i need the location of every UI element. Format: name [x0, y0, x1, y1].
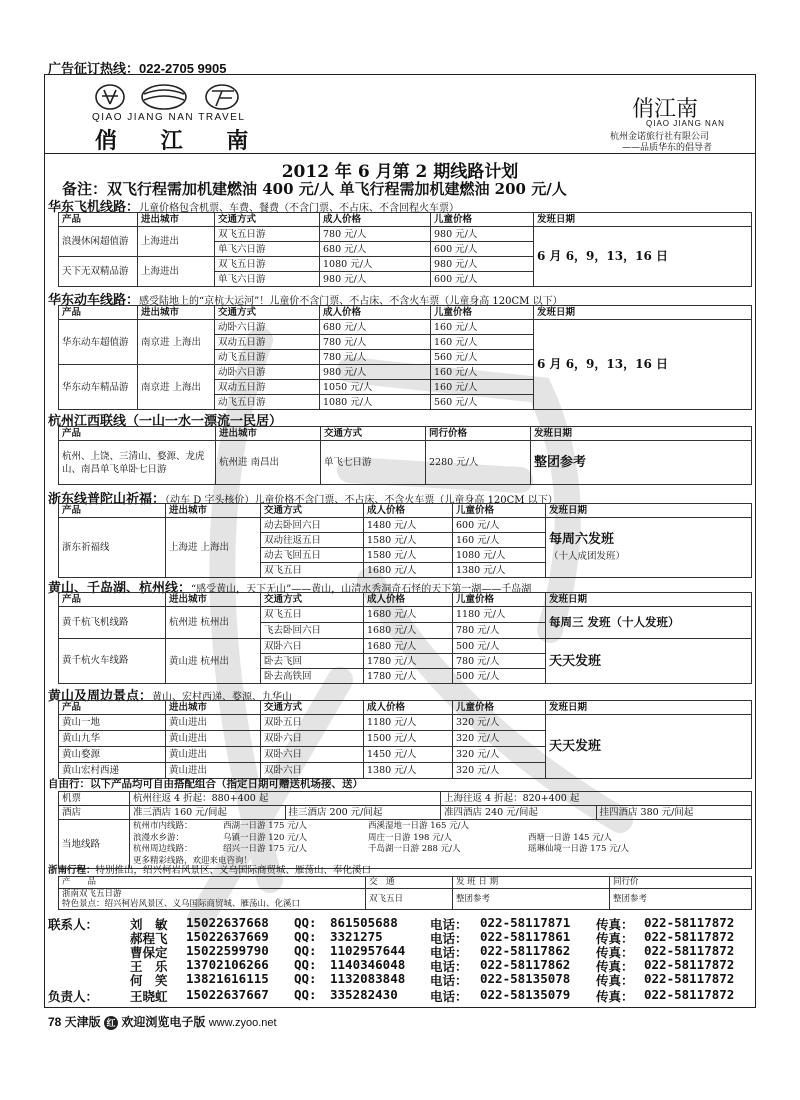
logo-chinese: 俏 江 南 — [95, 128, 267, 154]
fuel-notes: 备注：双飞行程需加机建燃油 400 元/人 单飞行程需加机建燃油 200 元/人 — [62, 180, 567, 198]
section-title: 黄山、千岛湖、杭州线： — [48, 581, 192, 596]
table-row: 浪漫休闲超值游 上海进出 双飞五日游 780 元/人 980 元/人 6 月 6，9，13，16 日 — [59, 227, 752, 242]
col-city: 进出城市 — [138, 213, 215, 227]
table-row: 双动往返五日 1580 元/人 160 元/人 — [59, 533, 752, 548]
table-row: 机票 杭州往返 4 折起：880+400 起 上海往返 4 折起：820+400 起 — [59, 792, 752, 806]
table-row: 浙东祈福线 上海进 上海出 动去卧回六日 1480 元/人 600 元/人 每周六发班 （十人成团发班） — [59, 518, 752, 533]
table-free-travel — [58, 791, 752, 869]
city: 黄山进 杭州出 — [166, 639, 261, 684]
table-row: 黄山婺源 黄山进出 双卧六日 1450 元/人 320 元/人 — [59, 747, 752, 763]
footer-url[interactable]: www.zyoo.net — [208, 1017, 277, 1029]
product-name: 黄千杭火车线路 — [59, 639, 166, 684]
product-name: 华东动车精品游 — [59, 365, 138, 410]
table-putuo: 产品 进出城市 交通方式 成人价格 儿童价格 发班日期 浙东祈福线 上海进 上海出 动去卧回六日 1480 元/人 600 元/人 每周六发班 （十人成团发班） 双动往返五日 1580 元/人 160 元/人 动去飞回五日 1580 元/人 1080 元/人 双飞五日 1680 元/人 1380 元/人 — [58, 503, 752, 578]
city: 上海进出 — [138, 227, 215, 257]
departure-dates: 天天发班 — [546, 639, 752, 684]
logo-mark — [88, 82, 248, 112]
col-transport: 交通方式 — [215, 213, 320, 227]
table-row: 华东动车精品游 南京进 上海出 动卧六日游 980 元/人 160 元/人 — [59, 365, 752, 380]
footer-text: 欢迎浏览电子版 — [121, 1015, 206, 1029]
table-row: 黄山一地 黄山进出 双卧五日 1180 元/人 320 元/人 天天发班 — [59, 715, 752, 731]
table-east-train: 产品 进出城市 交通方式 成人价格 儿童价格 发班日期 华东动车超值游 南京进 上海出 动卧六日游 680 元/人 160 元/人 6 月 6，9，13，16 日 双动五日游 780 元/人 160 元/人 动飞五日游 780 元/人 560 元/人 华东动车精品游 南京进 上海出 动卧六日游 980 元/人 160 元/人 双动五日游 1050 元/人 160 元/人 动飞五日游 1080 元/人 560 元/人 — [58, 305, 752, 410]
table-row: 当地线路 杭州市内线路： 西湖一日游 175 元/人 西溪湿地一日游 165 元/人 浪漫水乡游： 乌镇一日游 120 元/人 周庄一日游 198 元/人 西塘一日游 145 元/人 杭州周边线路： 绍兴一日游 175 元/人 千岛湖一日游 288 元/人 瑶琳仙境一日游 175 元/人 更多精彩线路，欢迎来电咨询！ — [59, 820, 752, 869]
label-hotel: 酒店 — [59, 806, 130, 820]
brand-english: QIAO JIANG NAN — [646, 119, 725, 128]
table-row: 黄山宏村西递 黄山进出 双卧六日 1380 元/人 320 元/人 — [59, 763, 752, 779]
section-free-travel: 自由行：以下产品均可自由搭配组合（指定日期可赠送机场接、送） — [48, 778, 363, 790]
col-product: 产品 — [59, 213, 138, 227]
brand-name: 俏江南 — [632, 97, 699, 122]
city: 上海进 上海出 — [166, 518, 261, 578]
product-name: 华东动车超值游 — [59, 320, 138, 365]
col-dates: 发班日期 — [534, 213, 752, 227]
departure-dates: 天天发班 — [546, 715, 752, 779]
table-jiangxi: 产品 进出城市 交通方式 同行价格 发班日期 杭州、上饶、三清山、婺源、龙虎山、南昌单飞单卧七日游 杭州进 南昌出 单飞七日游 2280 元/人 整团参考 — [58, 426, 752, 485]
section-title: 浙东线普陀山祈福： — [48, 492, 166, 507]
section-title: 华东飞机线路： — [48, 200, 140, 215]
city: 杭州进 南昌出 — [216, 441, 321, 485]
product-name: 天下无双精品游 — [59, 257, 138, 287]
section-title: 黄山及周边景点： — [48, 689, 153, 704]
section-jiangxi: 杭州江西联线（一山一水一漂流一民居） — [48, 414, 283, 429]
section-desc: 感受陆地上的“京杭大运河”！儿童价不含门票、不占床、不含火车票（儿童身高 120CM 以下） — [139, 296, 563, 307]
departure-dates: 每周三 发班（十人发班） — [546, 607, 752, 639]
table-row: 动飞五日游 780 元/人 560 元/人 — [59, 350, 752, 365]
section-desc: 儿童价格包含机票、车费、餐费（不含门票、不占床、不含回程火车票） — [139, 203, 460, 214]
city: 上海进出 — [138, 257, 215, 287]
company-name: 杭州金诺旅行社有限公司 — [610, 132, 710, 142]
departure-dates: 6 月 6，9，13，16 日 — [534, 227, 752, 287]
label-local: 当地线路 — [59, 820, 130, 869]
table-row: 飞去卧回六日 1680 元/人 780 元/人 — [59, 623, 752, 639]
col-child: 儿童价格 — [431, 213, 534, 227]
section-zhenan — [48, 862, 371, 876]
table-row: 黄山九华 黄山进出 双卧六日 1500 元/人 320 元/人 — [59, 731, 752, 747]
table-row: 浙南双飞五日游 特色景点：绍兴柯岩风景区、义乌国际商贸城、雁荡山、化溪口 双飞五日 整团参考 整团参考 — [59, 889, 752, 910]
section-title: 浙南行程： — [48, 865, 96, 876]
table-row: 酒店 准三酒店 160 元/间起 挂三酒店 200 元/间起 准四酒店 240 元/间起 挂四酒店 380 元/间起 — [59, 806, 752, 820]
table-east-flight — [58, 212, 752, 287]
section-desc: 黄山、宏村西递、婺源、九华山 — [152, 692, 293, 703]
section-desc: “感受黄山，天下无山”——黄山，山清水秀洞奇石怪的天下第一湖——千岛湖 — [191, 584, 532, 595]
col-adult: 成人价格 — [320, 213, 431, 227]
table-row: 卧去飞回 1780 元/人 780 元/人 — [59, 654, 752, 669]
table-row: 双动五日游 780 元/人 160 元/人 — [59, 335, 752, 350]
table-row: 单飞六日游 680 元/人 600 元/人 — [59, 242, 752, 257]
table-row: 卧去高铁回 1780 元/人 500 元/人 — [59, 669, 752, 684]
departure-dates: 整团参考 — [531, 441, 752, 485]
departure-dates: 每周六发班 （十人成团发班） — [546, 518, 752, 578]
site-logo-icon: 红 — [104, 1016, 118, 1030]
table-row: 双飞五日 1680 元/人 1380 元/人 — [59, 563, 752, 578]
table-row: 杭州、上饶、三清山、婺源、龙虎山、南昌单飞单卧七日游 杭州进 南昌出 单飞七日游 2280 元/人 整团参考 — [59, 441, 752, 485]
city: 杭州进 杭州出 — [166, 607, 261, 639]
section-title: 华东动车线路： — [48, 293, 140, 308]
table-huangshan-qiandao: 产品 进出城市 交通方式 成人价格 儿童价格 发班日期 黄千杭飞机线路 杭州进 杭州出 双飞五日 1680 元/人 1180 元/人 每周三 发班（十人发班） 飞去卧回六日 1680 元/人 780 元/人 黄千杭火车线路 黄山进 杭州出 双卧六日 1680 元/人 500 元/人 天天发班 卧去飞回 1780 元/人 780 元/人 卧去高铁回 1780 元/人 500 元/人 — [58, 592, 752, 684]
table-huangshan-nearby: 产品 进出城市 交通方式 成人价格 儿童价格 发班日期 黄山一地 黄山进出 双卧五日 1180 元/人 320 元/人 天天发班 黄山九华 黄山进出 双卧六日 1500 元/人 320 元/人 黄山婺源 黄山进出 双卧六日 1450 元/人 320 元/人 黄山宏村西递 黄山进出 双卧六日 1380 元/人 320 元/人 — [58, 700, 752, 779]
logo-english: QIAO JIANG NAN TRAVEL — [92, 112, 246, 123]
table-zhenan: 产 品 交 通 发 班 日 期 同行价 浙南双飞五日游 特色景点：绍兴柯岩风景区、义乌国际商贸城、雁荡山、化溪口 双飞五日 整团参考 整团参考 — [58, 876, 752, 910]
slogan: ——品质华东的倡导者 — [622, 143, 713, 153]
section-desc: 特别推出，绍兴柯岩风景区、义乌国际商贸城、雁荡山、奉化溪口 — [95, 865, 372, 876]
city: 南京进 上海出 — [138, 365, 215, 410]
product-name: 杭州、上饶、三清山、婺源、龙虎山、南昌单飞单卧七日游 — [59, 441, 216, 485]
table-row: 动飞五日游 1080 元/人 560 元/人 — [59, 395, 752, 410]
table-row: 黄千杭火车线路 黄山进 杭州出 双卧六日 1680 元/人 500 元/人 天天发班 — [59, 639, 752, 654]
product-name: 黄千杭飞机线路 — [59, 607, 166, 639]
departure-dates: 6 月 6，9，13，16 日 — [534, 320, 752, 410]
label-flight: 机票 — [59, 792, 130, 806]
page-number: 78 天津版 — [48, 1015, 101, 1029]
section-desc: （动车 D 字头核价）儿童价格不含门票、不占床、不含火车票（儿童身高 120CM 以下） — [165, 495, 558, 506]
ad-hotline: 广告征订热线：022-2705 9905 — [48, 61, 227, 76]
table-row: 黄千杭飞机线路 杭州进 杭州出 双飞五日 1680 元/人 1180 元/人 每周三 发班（十人发班） — [59, 607, 752, 623]
product-name: 浪漫休闲超值游 — [59, 227, 138, 257]
page-title: 2012 年 6 月第 2 期线路计划 — [281, 162, 519, 182]
table-row: 单飞六日游 980 元/人 600 元/人 — [59, 272, 752, 287]
city: 南京进 上海出 — [138, 320, 215, 365]
product-name: 浙东祈福线 — [59, 518, 166, 578]
table-row: 双动五日游 1050 元/人 160 元/人 — [59, 380, 752, 395]
table-row: 华东动车超值游 南京进 上海出 动卧六日游 680 元/人 160 元/人 6 月 6，9，13，16 日 — [59, 320, 752, 335]
footer — [48, 1013, 277, 1030]
table-row: 天下无双精品游 上海进出 双飞五日游 1080 元/人 980 元/人 — [59, 257, 752, 272]
table-row: 动去飞回五日 1580 元/人 1080 元/人 — [59, 548, 752, 563]
